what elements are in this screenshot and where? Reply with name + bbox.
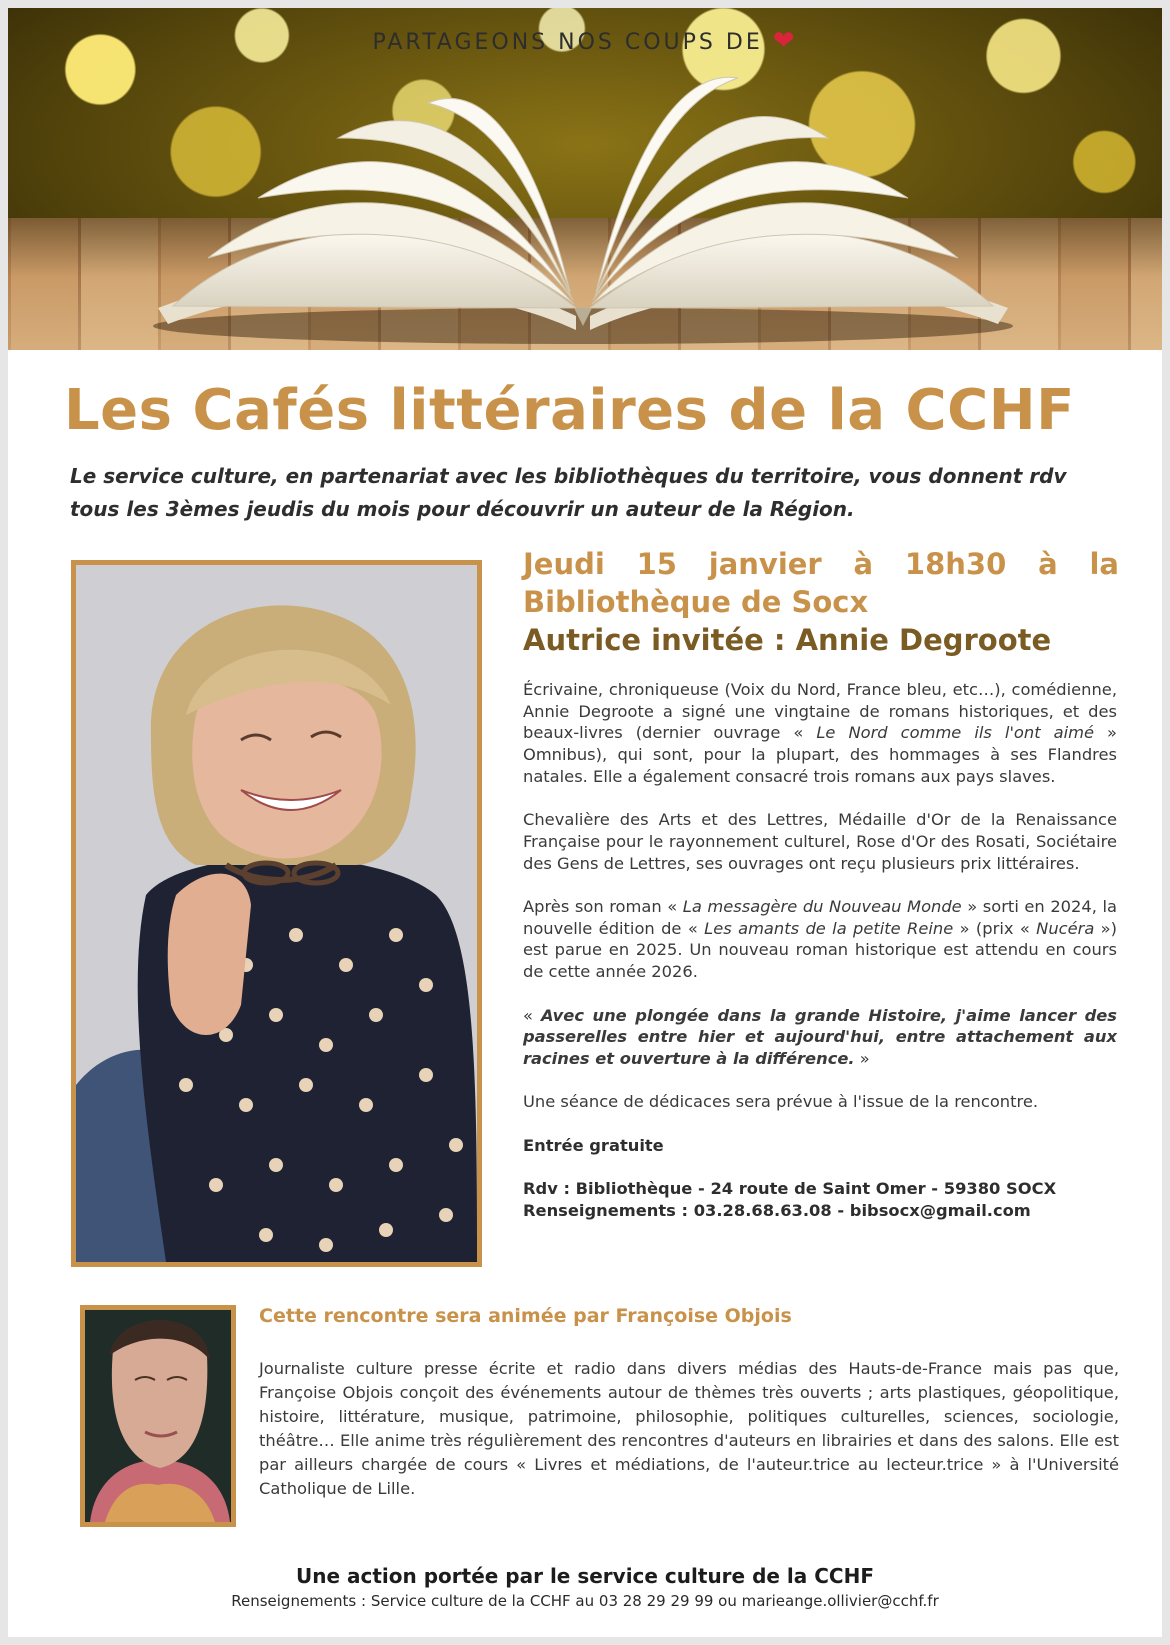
date-word: janvier	[708, 547, 822, 581]
date-word: à	[1038, 547, 1058, 581]
event-date-line	[523, 545, 1119, 583]
book-title: La messagère du Nouveau Monde	[682, 897, 962, 916]
open-book-image	[8, 8, 1162, 350]
flyer-page	[8, 8, 1162, 1637]
moderator-portrait	[80, 1305, 236, 1527]
bio-text: » sorti en 2024, la nouvelle édition de «	[523, 897, 1117, 938]
quote-mark: »	[854, 1048, 870, 1068]
bio-text: Après son roman «	[523, 897, 683, 916]
entry-note: Entrée gratuite	[523, 1135, 664, 1155]
date-word: à	[853, 547, 874, 581]
contact-info: Renseignements : 03.28.68.63.08 - bibsocx@gmail.com	[523, 1200, 1031, 1220]
bio-text: Écrivaine, chroniqueuse (Voix du Nord, France bleu, etc…), comédienne, Annie Degroote a signé une vingtaine de romans historiques, et des beaux-livres (dernier ouvrage «	[523, 680, 1117, 743]
quote-mark: «	[523, 1005, 541, 1025]
book-title: Le Nord comme ils l'ont aimé	[816, 723, 1094, 743]
bio-paragraph	[523, 679, 1117, 788]
date-word: la	[1089, 547, 1119, 581]
quote-text: Avec une plongée dans la grande Histoire, j'aime lancer des passerelles entre hier et aujourd'hui, entre attachement aux racines et ouverture à la différence.	[523, 1005, 1117, 1068]
signing-note: Une séance de dédicaces sera prévue à l'issue de la rencontre.	[523, 1092, 1039, 1112]
author-bio	[523, 679, 1117, 1221]
date-word: 15	[636, 547, 677, 581]
rdv-address: Rdv : Bibliothèque - 24 route de Saint Omer - 59380 SOCX	[523, 1179, 1057, 1199]
bio-text: » (prix «	[953, 918, 1037, 938]
footer-title: Une action portée par le service culture de la CCHF	[296, 1564, 874, 1588]
bio-paragraph	[523, 896, 1117, 983]
author-quote	[523, 1005, 1117, 1070]
author-portrait	[71, 560, 482, 1267]
bio-text: ») est parue en 2025. Un nouveau roman historique est attendu en cours de cette année 2026.	[523, 918, 1117, 982]
heart-icon: ❤	[772, 26, 798, 56]
date-word: Jeudi	[523, 547, 605, 581]
date-word: 18h30	[904, 547, 1007, 581]
intro-text: Le service culture, en partenariat avec les bibliothèques du territoire, vous donnent rdv tous les 3èmes jeudis du mois pour découvrir un auteur de la Région.	[70, 464, 1067, 521]
book-title: Les amants de la petite Reine	[704, 918, 954, 938]
prize-name: Nucéra	[1036, 918, 1095, 938]
page-title: Les Cafés littéraires de la CCHF	[64, 378, 1075, 443]
event-details	[523, 545, 1119, 659]
banner-caption	[8, 26, 1162, 56]
bio-paragraph: Chevalière des Arts et des Lettres, Médaille d'Or de la Renaissance Française pour le rayonnement culturel, Rose d'Or des Rosati, Sociétaire des Gens de Lettres, ses ouvrages ont reçu plusieurs prix littéraires.	[523, 810, 1117, 873]
bio-text: » Omnibus), qui sont, pour la plupart, des hommages à ses Flandres natales. Elle a également consacré trois romans aux pays slaves.	[523, 723, 1117, 786]
footer-contact: Renseignements : Service culture de la CCHF au 03 28 29 29 99 ou marieange.ollivier@cchf.fr	[231, 1592, 939, 1610]
moderator-heading: Cette rencontre sera animée par Françoise Objois	[259, 1305, 792, 1327]
header-banner	[8, 8, 1162, 350]
moderator-bio: Journaliste culture presse écrite et radio dans divers médias des Hauts-de-France mais pas que, Françoise Objois conçoit des événements autour de thèmes très ouverts ; arts plastiques, géopolitique, histoire, littérature, musique, patrimoine, philosophie, politiques culturelles, sciences, sociologie, théâtre… Elle anime très régulièrement des rencontres d'auteurs en librairies et dans des salons. Elle est par ailleurs chargée de cours « Livres et médiations, de l'auteur.trice au lecteur.trice » à l'Université Catholique de Lille.	[259, 1359, 1119, 1498]
event-venue: Bibliothèque de Socx	[523, 585, 869, 619]
banner-caption-text: PARTAGEONS NOS COUPS DE	[372, 30, 763, 55]
guest-author: Autrice invitée : Annie Degroote	[523, 623, 1052, 657]
